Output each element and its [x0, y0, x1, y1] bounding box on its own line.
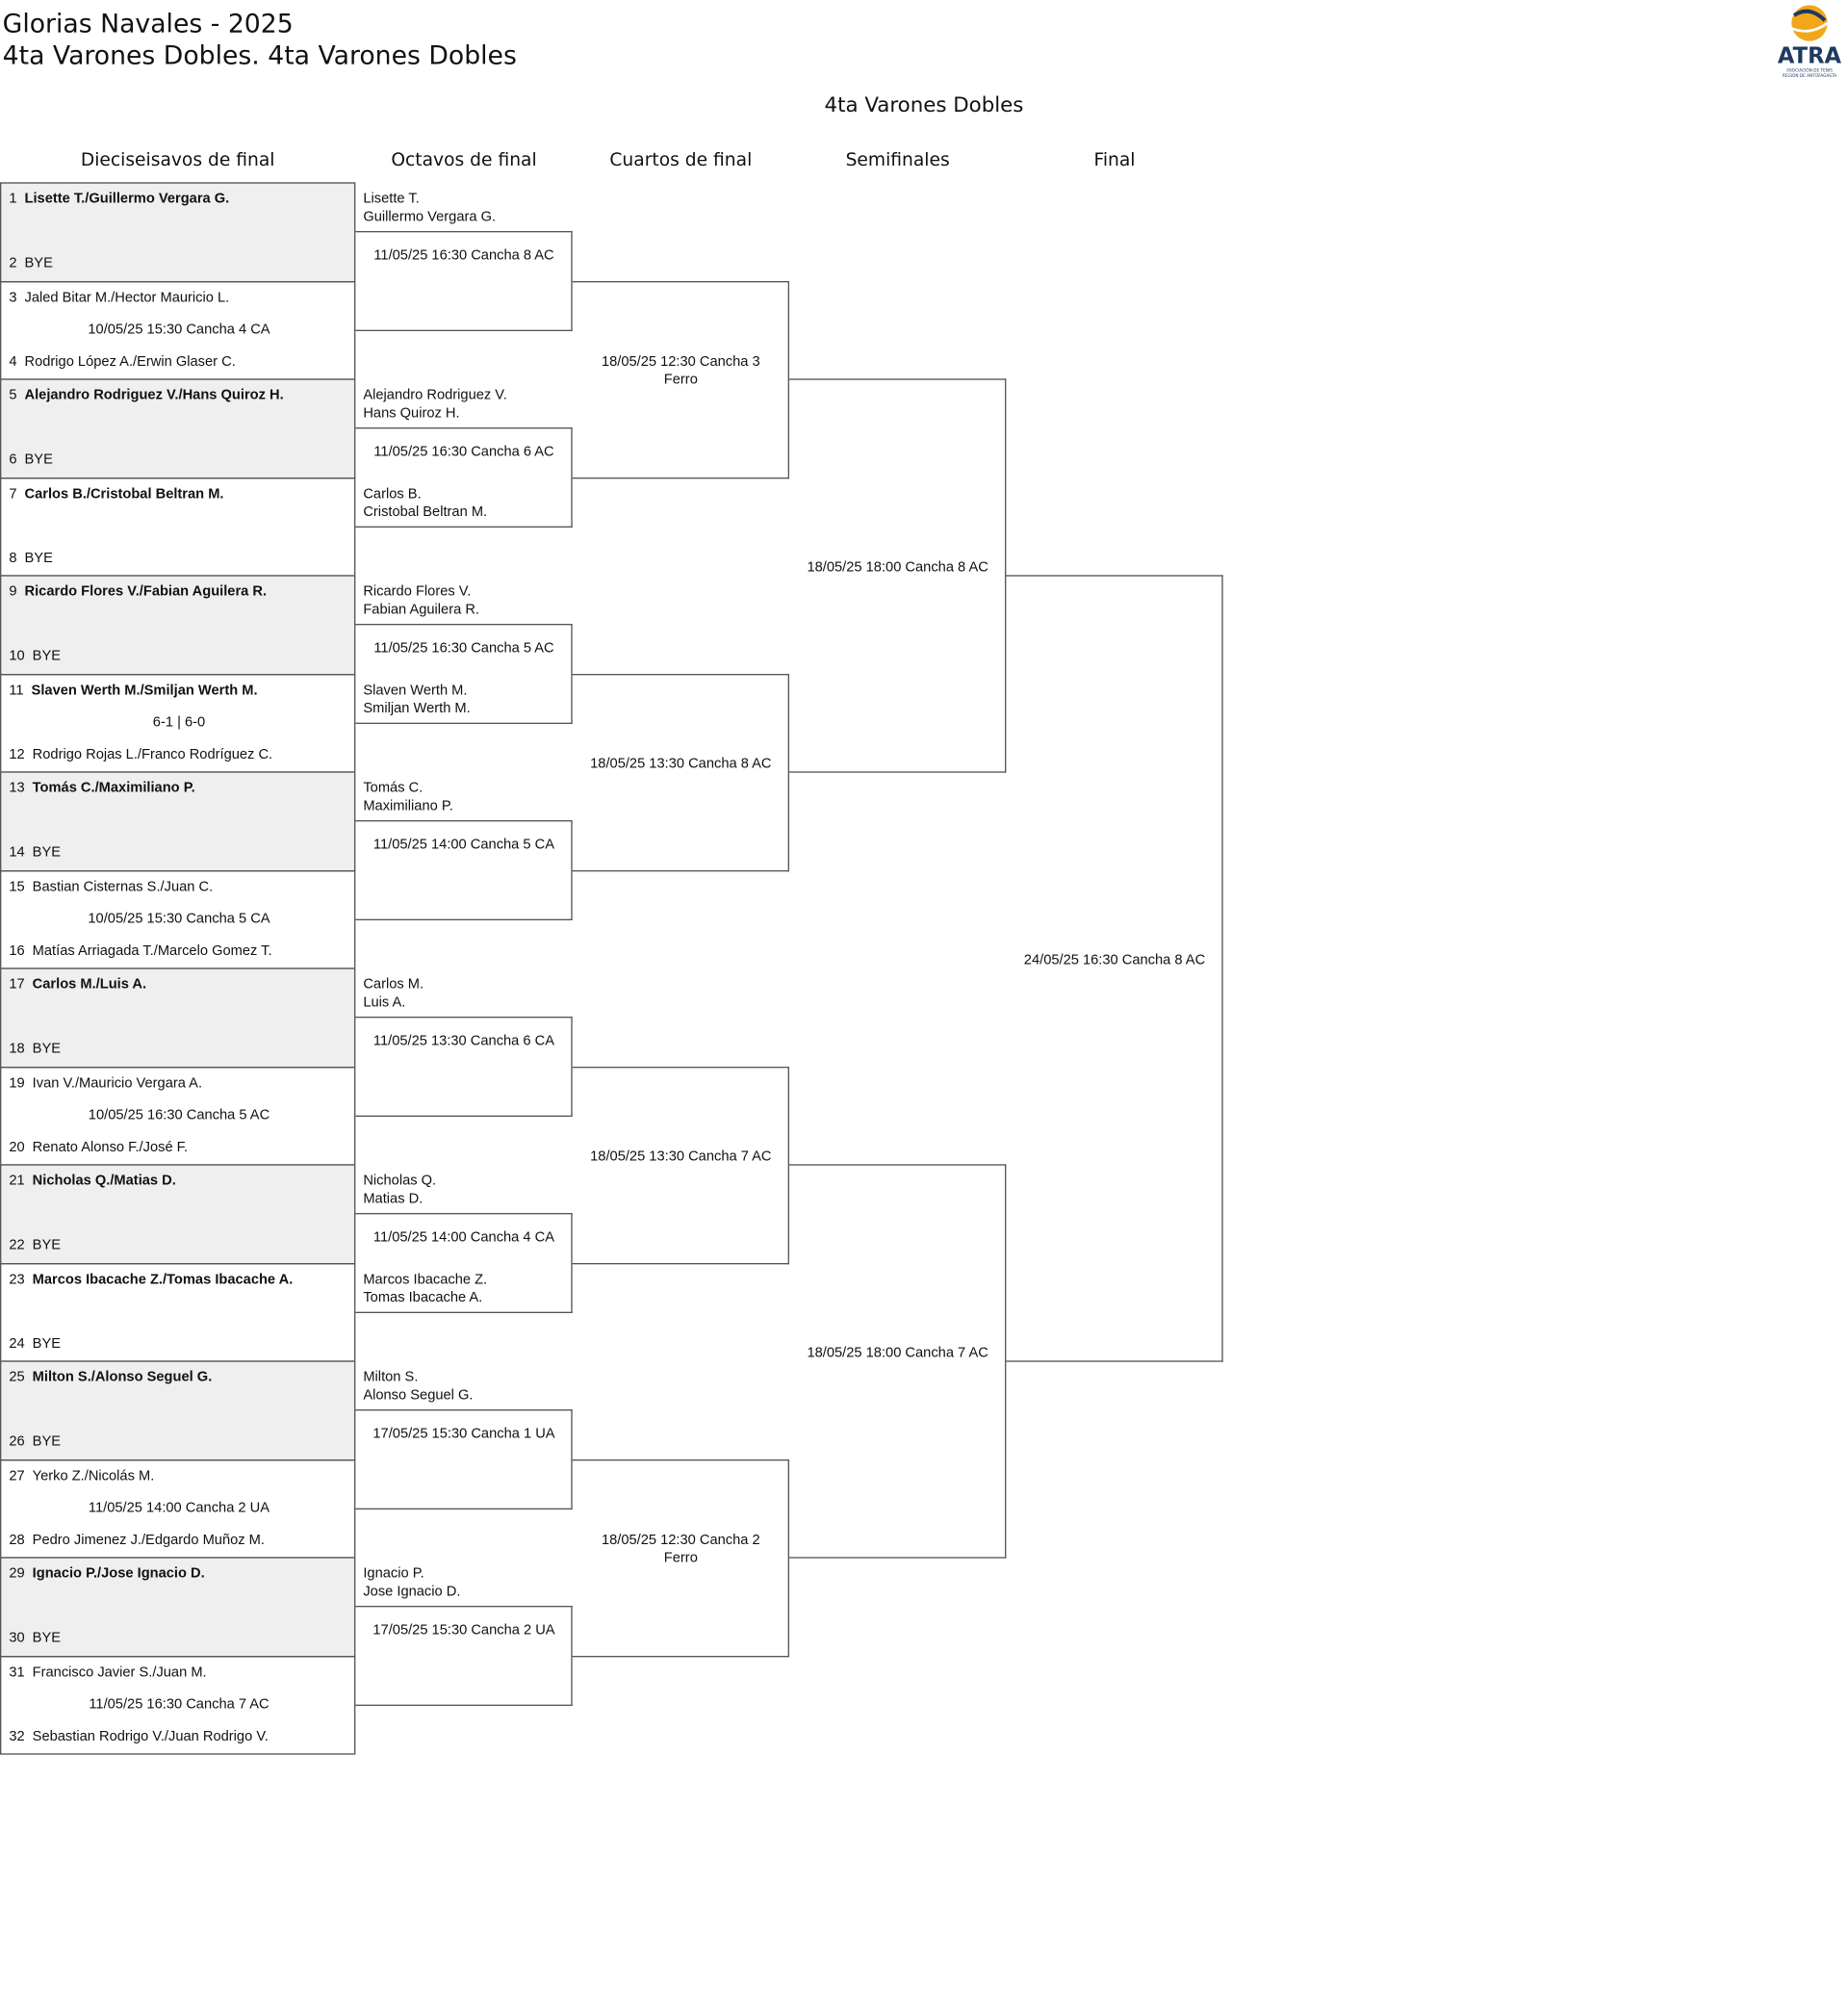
r5-match-info: 24/05/25 16:30 Cancha 8 AC	[1023, 952, 1206, 968]
r1-match-info: 10/05/25 15:30 Cancha 5 CA	[88, 910, 270, 926]
seed-number: 12	[9, 746, 25, 762]
seed-number: 2	[9, 255, 17, 271]
r1-match	[0, 1360, 355, 1459]
r1-team-top	[9, 1075, 202, 1091]
r1-team-bottom	[9, 1532, 265, 1547]
team-name: Pedro Jimenez J./Edgardo Muñoz M.	[32, 1532, 265, 1548]
team-name: BYE	[32, 1237, 62, 1253]
logo-text: ATRA	[1777, 43, 1842, 69]
r1-match	[0, 477, 355, 576]
r2-team-top: Carlos M. Luis A.	[363, 976, 424, 1011]
atra-logo	[1772, 3, 1846, 80]
seed-number: 10	[9, 648, 25, 664]
r1-team-bottom	[9, 1433, 61, 1449]
r2-match-info: 17/05/25 15:30 Cancha 1 UA	[372, 1426, 555, 1442]
r2-match-info: 11/05/25 14:00 Cancha 5 CA	[372, 837, 555, 853]
team-name: Tomás C./Maximiliano P.	[32, 780, 195, 796]
team-name: Nicholas Q./Matias D.	[32, 1173, 176, 1189]
team-name: Carlos M./Luis A.	[32, 976, 147, 993]
team-name: Slaven Werth M./Smiljan Werth M.	[31, 682, 258, 698]
r2-team-top: Alejandro Rodriguez V. Hans Quiroz H.	[363, 387, 507, 422]
r1-match	[0, 869, 355, 968]
r1-team-top	[9, 1174, 175, 1189]
team-name: BYE	[32, 844, 62, 861]
seed-number: 29	[9, 1565, 25, 1582]
r1-match	[0, 968, 355, 1067]
r2-team-top: Nicholas Q. Matias D.	[363, 1173, 437, 1207]
seed-number: 31	[9, 1664, 25, 1680]
seed-number: 15	[9, 878, 25, 894]
seed-number: 23	[9, 1271, 25, 1287]
r2-team-top: Ricardo Flores V. Fabian Aguilera R.	[363, 583, 479, 618]
r1-match	[0, 280, 355, 379]
r1-team-top	[9, 977, 146, 993]
team-name: Jaled Bitar M./Hector Mauricio L.	[24, 289, 230, 305]
seed-number: 19	[9, 1074, 25, 1091]
r1-team-top	[9, 486, 223, 502]
r1-match-info: 11/05/25 14:00 Cancha 2 UA	[88, 1499, 270, 1515]
r2-team-bottom: Carlos B. Cristobal Beltran M.	[363, 485, 488, 520]
r1-match	[0, 1557, 355, 1656]
seed-number: 11	[9, 682, 24, 698]
round-header-r1: Dieciseisavos de final	[80, 149, 275, 171]
r1-match	[0, 771, 355, 870]
r1-match-info: 6-1 | 6-0	[152, 713, 206, 730]
team-name: Carlos B./Cristobal Beltran M.	[24, 485, 224, 502]
r1-match-info: 10/05/25 15:30 Cancha 4 CA	[88, 321, 270, 337]
team-name: Rodrigo Rojas L./Franco Rodríguez C.	[32, 746, 273, 762]
seed-number: 30	[9, 1630, 25, 1646]
r2-match-info: 11/05/25 16:30 Cancha 5 AC	[373, 640, 554, 657]
seed-number: 17	[9, 976, 25, 993]
seed-number: 26	[9, 1433, 25, 1450]
seed-number: 8	[9, 550, 17, 566]
r1-team-bottom	[9, 1335, 61, 1351]
team-name: BYE	[24, 255, 53, 271]
seed-number: 14	[9, 844, 25, 861]
round-header-r4: Semifinales	[845, 149, 950, 171]
r1-team-bottom	[9, 942, 271, 958]
team-name: BYE	[32, 1433, 62, 1450]
r1-match	[0, 182, 355, 281]
seed-number: 25	[9, 1369, 25, 1385]
r3-match-info: 18/05/25 13:30 Cancha 7 AC	[590, 1148, 772, 1165]
team-name: Sebastian Rodrigo V./Juan Rodrigo V.	[32, 1728, 269, 1744]
r3-match-info: 18/05/25 13:30 Cancha 8 AC	[590, 756, 772, 772]
r4-match-info: 18/05/25 18:00 Cancha 7 AC	[807, 1345, 988, 1361]
seed-number: 22	[9, 1237, 25, 1253]
r1-match	[0, 1066, 355, 1165]
team-name: BYE	[32, 1041, 62, 1057]
r2-match-info: 11/05/25 16:30 Cancha 6 AC	[373, 444, 554, 460]
r1-match	[0, 378, 355, 477]
round-header-r3: Cuartos de final	[609, 149, 753, 171]
seed-number: 3	[9, 289, 17, 305]
r1-match	[0, 575, 355, 674]
seed-number: 16	[9, 942, 25, 959]
seed-number: 28	[9, 1532, 25, 1548]
r1-team-top	[9, 1272, 293, 1287]
r1-team-bottom	[9, 1630, 61, 1645]
r1-match	[0, 673, 355, 772]
seed-number: 18	[9, 1041, 25, 1057]
team-name: Renato Alonso F./José F.	[32, 1139, 189, 1155]
seed-number: 1	[9, 191, 17, 207]
r1-team-top	[9, 781, 194, 796]
seed-number: 4	[9, 353, 17, 370]
team-name: BYE	[24, 452, 53, 468]
r1-team-bottom	[9, 1728, 268, 1743]
r1-team-bottom	[9, 746, 272, 761]
seed-number: 24	[9, 1335, 25, 1352]
r2-match-info: 11/05/25 13:30 Cancha 6 CA	[372, 1033, 555, 1049]
seed-number: 5	[9, 387, 17, 403]
r2-team-top: Lisette T. Guillermo Vergara G.	[363, 191, 497, 225]
seed-number: 13	[9, 780, 25, 796]
r1-team-top	[9, 683, 257, 698]
team-name: BYE	[32, 1335, 62, 1352]
team-name: Francisco Javier S./Juan M.	[32, 1664, 207, 1680]
seed-number: 27	[9, 1467, 25, 1484]
team-name: Bastian Cisternas S./Juan C.	[32, 878, 214, 894]
r1-team-bottom	[9, 844, 61, 860]
r2-team-top: Ignacio P. Jose Ignacio D.	[363, 1565, 461, 1600]
r1-team-top	[9, 290, 229, 305]
svg-text:ASOCIACIÓN DE TENIS: ASOCIACIÓN DE TENIS	[1786, 68, 1833, 74]
team-name: Ricardo Flores V./Fabian Aguilera R.	[24, 583, 268, 600]
team-name: Marcos Ibacache Z./Tomas Ibacache A.	[32, 1271, 294, 1287]
r1-team-top	[9, 1665, 206, 1680]
r2-team-top: Milton S. Alonso Seguel G.	[363, 1369, 474, 1404]
r1-team-bottom	[9, 452, 53, 467]
r4-match-info: 18/05/25 18:00 Cancha 8 AC	[807, 559, 988, 576]
seed-number: 32	[9, 1728, 25, 1744]
r1-team-bottom	[9, 255, 53, 271]
r1-team-top	[9, 192, 229, 207]
r1-team-bottom	[9, 1041, 61, 1056]
seed-number: 9	[9, 583, 17, 600]
team-name: Ignacio P./Jose Ignacio D.	[32, 1565, 205, 1582]
team-name: BYE	[32, 1630, 62, 1646]
category-title: 4ta Varones Dobles. 4ta Varones Dobles	[2, 39, 517, 71]
r2-match-info: 11/05/25 14:00 Cancha 4 CA	[372, 1229, 555, 1246]
r1-team-bottom	[9, 353, 235, 369]
seed-number: 21	[9, 1173, 25, 1189]
round-header-r5: Final	[1093, 149, 1136, 171]
r2-team-bottom: Slaven Werth M. Smiljan Werth M.	[363, 682, 471, 716]
r2-team-top: Tomás C. Maximiliano P.	[363, 780, 453, 814]
tournament-title: Glorias Navales - 2025	[2, 7, 294, 39]
r1-team-bottom	[9, 1237, 61, 1252]
r1-team-top	[9, 1468, 154, 1484]
r1-team-top	[9, 584, 267, 600]
team-name: BYE	[32, 648, 62, 664]
r1-match-info: 11/05/25 16:30 Cancha 7 AC	[89, 1695, 270, 1712]
r1-team-top	[9, 1566, 204, 1582]
r2-team-bottom: Marcos Ibacache Z. Tomas Ibacache A.	[363, 1271, 488, 1305]
team-name: BYE	[24, 550, 53, 566]
r1-match	[0, 1164, 355, 1263]
seed-number: 20	[9, 1139, 25, 1155]
r1-team-top	[9, 388, 283, 403]
r1-match	[0, 1458, 355, 1558]
r1-team-bottom	[9, 648, 61, 663]
r3-match-info: 18/05/25 12:30 Cancha 2 Ferro	[601, 1532, 760, 1566]
team-name: Matías Arriagada T./Marcelo Gomez T.	[32, 942, 272, 959]
bracket-title: 4ta Varones Dobles	[824, 91, 1024, 117]
r3-match-info: 18/05/25 12:30 Cancha 3 Ferro	[601, 353, 760, 388]
r1-team-bottom	[9, 1139, 188, 1154]
r2-match-info: 11/05/25 16:30 Cancha 8 AC	[373, 247, 554, 264]
r1-match-info: 10/05/25 16:30 Cancha 5 AC	[88, 1106, 270, 1123]
team-name: Lisette T./Guillermo Vergara G.	[24, 191, 230, 207]
seed-number: 6	[9, 452, 17, 468]
r2-match-info: 17/05/25 15:30 Cancha 2 UA	[372, 1622, 555, 1639]
team-name: Ivan V./Mauricio Vergara A.	[32, 1074, 203, 1091]
team-name: Yerko Z./Nicolás M.	[32, 1467, 155, 1484]
r1-team-top	[9, 879, 213, 894]
r1-team-bottom	[9, 550, 53, 565]
round-header-r2: Octavos de final	[391, 149, 537, 171]
seed-number: 7	[9, 485, 17, 502]
r1-match	[0, 1655, 355, 1754]
r1-match	[0, 1262, 355, 1361]
team-name: Rodrigo López A./Erwin Glaser C.	[24, 353, 236, 370]
svg-text:REGIÓN DE ANTOFAGASTA: REGIÓN DE ANTOFAGASTA	[1782, 73, 1837, 79]
team-name: Milton S./Alonso Seguel G.	[32, 1369, 213, 1385]
r1-team-top	[9, 1370, 212, 1385]
team-name: Alejandro Rodriguez V./Hans Quiroz H.	[24, 387, 284, 403]
